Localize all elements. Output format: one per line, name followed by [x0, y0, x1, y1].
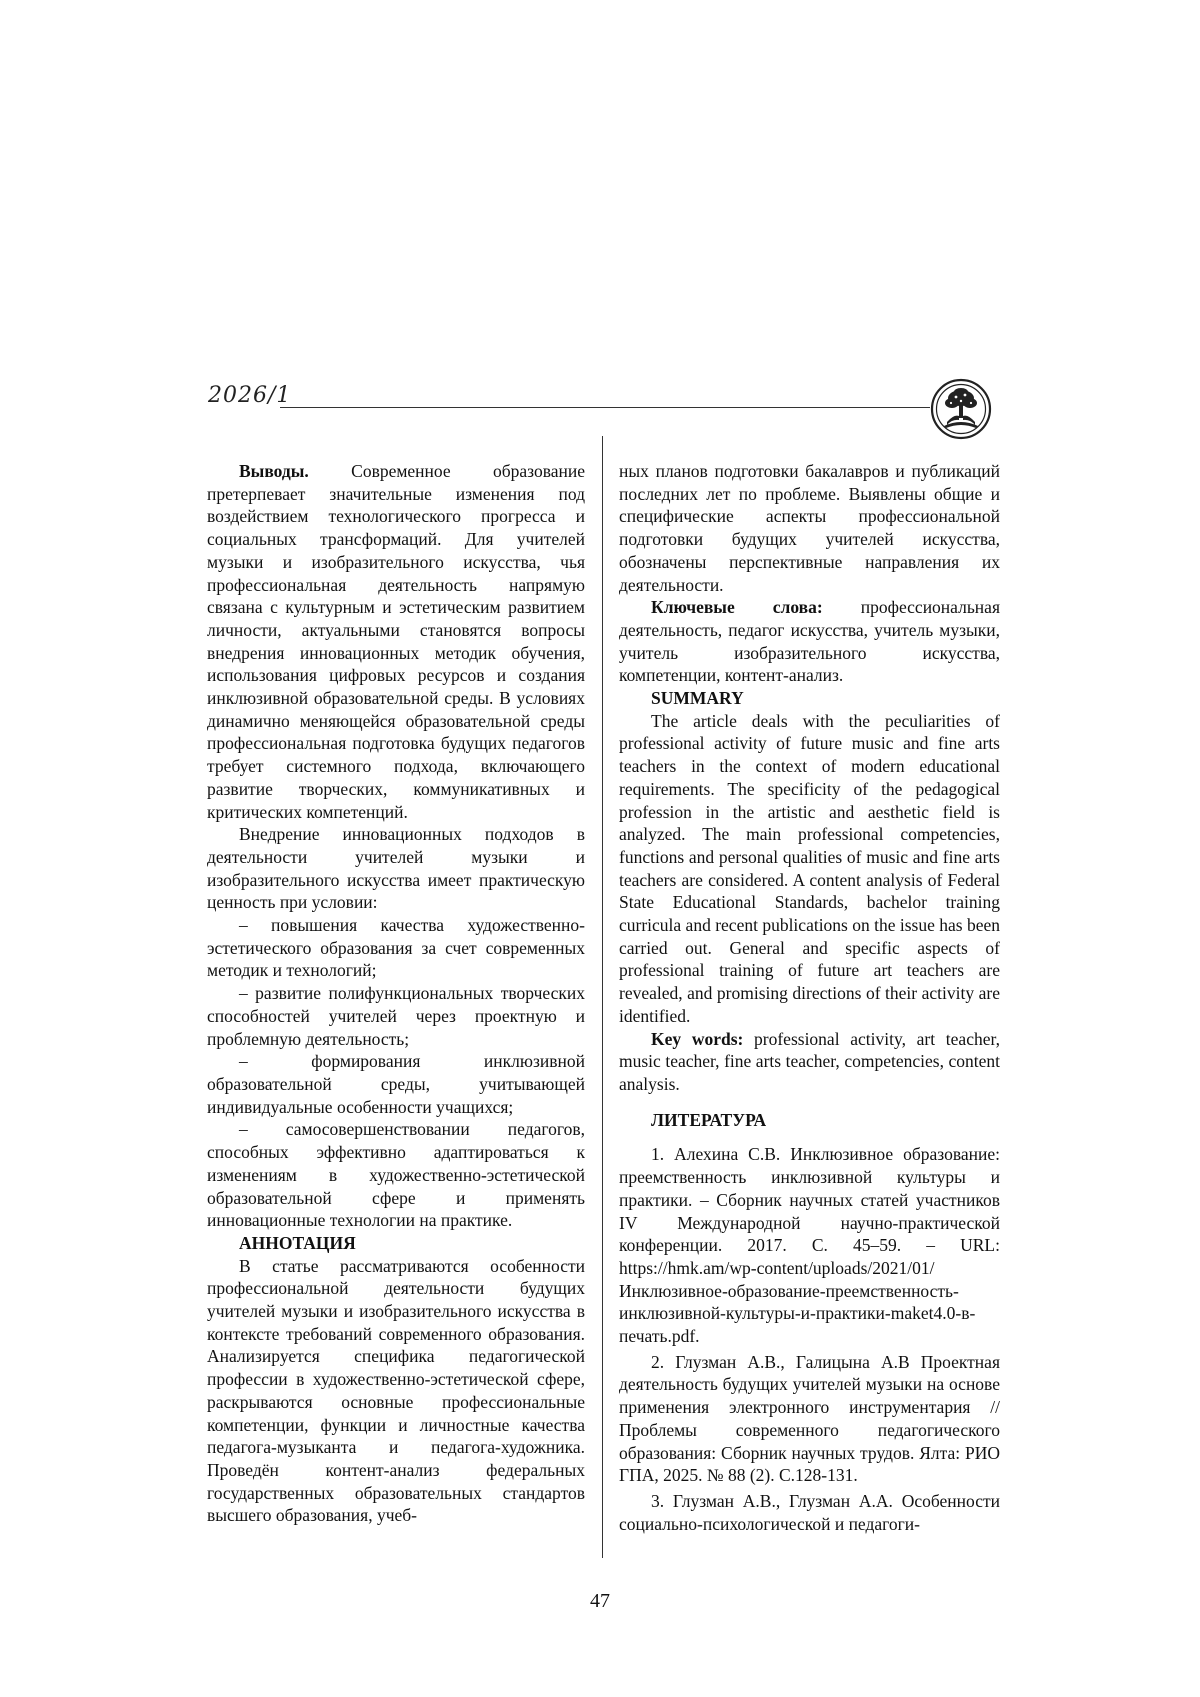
reference-item: 2. Глузман А.В., Галицына А.В Проектная деятельность будущих учителей музыки на основе применения электронного инструментария // Проблемы современного педагогического образования: Сборник научных трудов. Ялта: РИО ГПА, 2025. № 88 (2). С.128-131. [619, 1351, 1000, 1486]
keywords-en: professional activity, art teacher, music teacher, fine arts teacher, competencies, content analysis. [619, 1028, 1000, 1094]
annotation-text-continued: ных планов подготовки бакалавров и публикаций последних лет по проблеме. Выявлены общие и специфические аспекты профессиональной подготовки будущих учителей искусства, обозначены перспективные направления их деятельности. [619, 461, 1000, 595]
tree-emblem-icon [930, 378, 992, 440]
summary-text: The article deals with the peculiarities of professional activity of future music and fine arts teachers in the context of modern educational requirements. The specificity of the pedagogical profession in the artistic and aesthetic field is analyzed. The main professional competencies, functions and personal qualities of music and fine arts teachers are considered. A content analysis of Federal State Educational Standards, bachelor training curricula and recent publications on the issue has been carried out. General and specific aspects of professional training of future art teachers are revealed, and promising directions of their activity are identified. [619, 710, 1000, 1026]
journal-issue: 2026/1 [208, 383, 292, 408]
condition-item: – развитие полифункциональных творческих способностей учителей через проектную и проблемную деятельность; [207, 983, 585, 1049]
keywords-ru-paragraph [619, 596, 1000, 687]
reference-item: 3. Глузман А.В., Глузман А.А. Особенности социально-психологической и педагоги- [619, 1490, 1000, 1534]
condition-item: – повышения качества художественно-эстетического образования за счет современных методик и технологий; [207, 915, 585, 981]
summary-heading: SUMMARY [651, 688, 744, 709]
left-column [207, 460, 585, 1527]
conclusions-paragraph [207, 460, 585, 823]
reference-item: 1. Алехина С.В. Инклюзивное образование: преемственность инклюзивной культуры и практики. – Сборник научных статей участников IV Международной научно-практической конференции. 2017. С. 45–59. – URL: https://hmk.am/wp-content/uploads/2021/01/Инклюзивное-образование-преемственность-инклюзивной-культуры-и-практики-maket4.0-в-печать.pdf. [619, 1144, 1000, 1347]
keywords-en-paragraph [619, 1028, 1000, 1096]
column-divider [602, 436, 603, 1558]
keywords-ru: профессиональная деятельность, педагог искусства, учитель музыки, учитель изобразительного искусства, компетенции, контент-анализ. [619, 597, 1000, 686]
annotation-heading: АННОТАЦИЯ [239, 1232, 356, 1253]
right-column [619, 460, 1000, 1538]
keywords-en-label: Key words: [651, 1028, 744, 1049]
annotation-text: В статье рассматриваются особенности профессиональной деятельности будущих учителей музыки и изобразительного искусства в контексте требований современного образования. Анализируется специфика педагогической профессии в художественно-эстетической сфере, раскрываются основные профессиональные компетенции, функции и личностные качества педагога-музыканта и педагога-художника. Проведён контент-анализ федеральных государственных образовательных стандартов высшего образования, учеб- [207, 1255, 585, 1526]
condition-item: – самосовершенствовании педагогов, способных эффективно адаптироваться к изменениям в художественно-эстетической образовательной сфере и применять инновационные технологии на практике. [207, 1119, 585, 1231]
header-rule [280, 407, 930, 408]
condition-item: – формирования инклюзивной образовательной среды, учитывающей индивидуальные особенности учащихся; [207, 1051, 585, 1117]
reference-list [619, 1143, 1000, 1535]
keywords-ru-label: Ключевые слова: [651, 597, 823, 618]
conclusions-label: Выводы. [239, 461, 309, 481]
conclusions-text: Современное образование претерпевает значительные изменения под воздействием технологического прогресса и социальных трансформаций. Для учителей музыки и изобразительного искусства, чья профессиональная деятельность напрямую связана с культурным и эстетическим развитием личности, актуальными становятся вопросы внедрения инновационных методик обучения, использования цифровых ресурсов и создания инклюзивной образовательной среды. В условиях динамично меняющейся образовательной среды профессиональная подготовка будущих педагогов требует системного подхода, включающего развитие творческих, коммуникативных и критических компетенций. [207, 461, 585, 822]
page-number: 47 [590, 1590, 610, 1612]
literature-heading: ЛИТЕРАТУРА [651, 1109, 767, 1130]
innovation-paragraph: Внедрение инновационных подходов в деятельности учителей музыки и изобразительного искусства имеет практическую ценность при условии: [207, 824, 585, 913]
